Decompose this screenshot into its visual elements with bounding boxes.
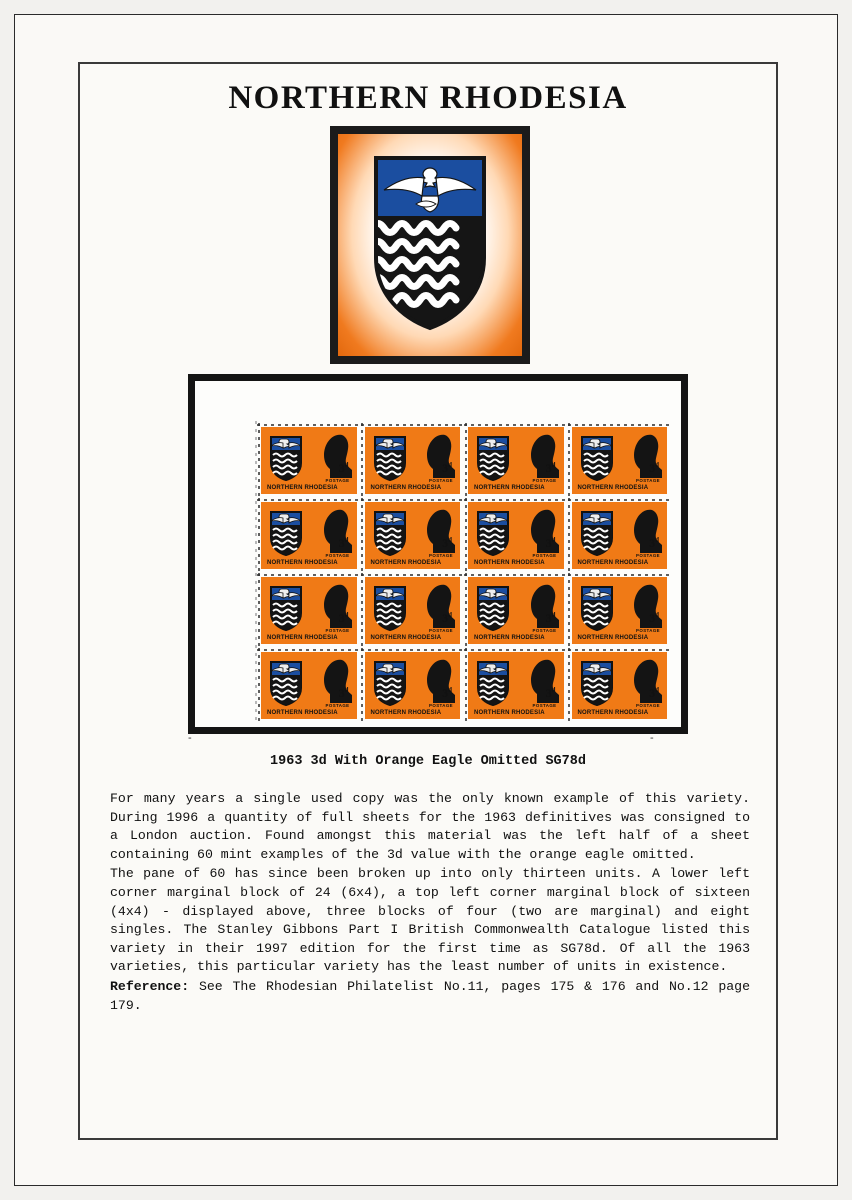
shield-icon — [580, 510, 614, 556]
stamp-country-label: NORTHERN RHODESIA — [267, 710, 338, 716]
reference-line — [110, 978, 750, 1015]
stamp-value: 3$^d$ — [545, 686, 556, 700]
shield-icon — [372, 154, 488, 332]
stamp-country-label: NORTHERN RHODESIA — [370, 560, 442, 566]
stamp-cell — [361, 573, 465, 648]
stamp-country-label: NORTHERN RHODESIA — [370, 710, 442, 716]
shield-icon — [269, 660, 303, 706]
shield-icon — [476, 660, 510, 706]
stamp-value: 3$^d$ — [338, 686, 349, 700]
stamp-cell — [568, 423, 672, 498]
stamp-value: 3$^d$ — [545, 611, 556, 625]
shield-icon — [580, 660, 614, 706]
stamp-value: 3$^d$ — [649, 686, 659, 700]
shield-icon — [269, 510, 303, 556]
stamp-country-label: NORTHERN RHODESIA — [474, 485, 545, 491]
shield-icon — [476, 435, 510, 481]
stamp-value: 3$^d$ — [649, 461, 659, 475]
stamp-value: 3$^d$ — [649, 536, 659, 550]
coat-of-arms-photo — [330, 126, 530, 364]
stamp-postage-label: POSTAGE — [636, 478, 660, 483]
stamp-postage-label: POSTAGE — [532, 628, 557, 633]
stamp-country-label: NORTHERN RHODESIA — [267, 485, 338, 491]
shield-icon — [476, 585, 510, 631]
stamp-country-label: NORTHERN RHODESIA — [474, 560, 545, 566]
stamp-value: 3$^d$ — [338, 536, 349, 550]
stamp-postage-label: POSTAGE — [636, 553, 660, 558]
stamp-block-photo — [188, 374, 688, 734]
stamp-cell — [464, 573, 568, 648]
figure-caption: 1963 3d With Orange Eagle Omitted SG78d — [270, 754, 586, 769]
stamp-postage-label: POSTAGE — [532, 553, 557, 558]
stamp-country-label: NORTHERN RHODESIA — [474, 710, 545, 716]
stamp-postage-label: POSTAGE — [636, 703, 660, 708]
mount-tick-right: - — [650, 732, 654, 744]
stamp-cell — [257, 573, 361, 648]
stamp-cell — [568, 573, 672, 648]
stamp-value: 3$^d$ — [442, 611, 452, 625]
stamp-country-label: NORTHERN RHODESIA — [577, 635, 649, 641]
stamp-cell — [361, 423, 465, 498]
shield-icon — [476, 510, 510, 556]
shield-icon — [373, 435, 407, 481]
page-title: NORTHERN RHODESIA — [228, 80, 628, 116]
shield-icon — [580, 435, 614, 481]
stamp-country-label: NORTHERN RHODESIA — [267, 560, 338, 566]
stamp-value: 3$^d$ — [442, 461, 452, 475]
stamp-value: 3$^d$ — [545, 461, 556, 475]
shield-icon — [373, 585, 407, 631]
stamp-postage-label: POSTAGE — [325, 553, 350, 558]
shield-icon — [373, 660, 407, 706]
mount-tick-left: - — [188, 732, 192, 744]
stamp-postage-label: POSTAGE — [429, 478, 453, 483]
paragraph-2: The pane of 60 has since been broken up into only thirteen units. A lower left corner marginal block of 24 (6x4), a top left corner marginal block of sixteen (4x4) - displayed above, three blocks of four (two are marginal) and eight singles. The Stanley Gibbons Part I British Commonwealth Catalogue listed this variety in their 1997 edition for the first time as SG78d. Of all the 1963 varieties, this particular variety has the least number of units in existence. — [110, 866, 750, 975]
stamp-cell — [361, 648, 465, 723]
stamp-country-label: NORTHERN RHODESIA — [577, 560, 649, 566]
stamp-value: 3$^d$ — [442, 686, 452, 700]
stamp-postage-label: POSTAGE — [636, 628, 660, 633]
stamp-value: 3$^d$ — [442, 536, 452, 550]
album-frame — [78, 62, 778, 1140]
description-text — [110, 790, 750, 1015]
fish-icon — [416, 201, 436, 207]
stamp-postage-label: POSTAGE — [429, 703, 453, 708]
stamp-cell — [257, 498, 361, 573]
shield-icon — [580, 585, 614, 631]
stamp-postage-label: POSTAGE — [429, 553, 453, 558]
stamp-cell — [464, 423, 568, 498]
stamp-postage-label: POSTAGE — [325, 478, 350, 483]
stamp-cell — [257, 423, 361, 498]
stamp-country-label: NORTHERN RHODESIA — [267, 635, 338, 641]
reference-label: Reference: — [110, 978, 190, 994]
shield-icon — [269, 585, 303, 631]
stamp-postage-label: POSTAGE — [325, 703, 350, 708]
stamp-value: 3$^d$ — [338, 461, 349, 475]
stamp-value: 3$^d$ — [545, 536, 556, 550]
stamp-value: 3$^d$ — [649, 611, 659, 625]
coat-of-arms-photo-inner — [338, 134, 522, 356]
stamp-cell — [257, 648, 361, 723]
stamp-block-photo-inner — [195, 381, 681, 727]
stamp-postage-label: POSTAGE — [532, 703, 557, 708]
stamp-country-label: NORTHERN RHODESIA — [474, 635, 545, 641]
reference-text: See The Rhodesian Philatelist No.11, pages 175 & 176 and No.12 page 179. — [110, 978, 750, 1013]
stamp-country-label: NORTHERN RHODESIA — [577, 485, 649, 491]
stamp-postage-label: POSTAGE — [532, 478, 557, 483]
stamp-postage-label: POSTAGE — [429, 628, 453, 633]
stamp-block-grid — [257, 423, 671, 723]
stamp-cell — [568, 648, 672, 723]
stamp-value: 3$^d$ — [338, 611, 349, 625]
stamp-country-label: NORTHERN RHODESIA — [577, 710, 649, 716]
stamp-cell — [568, 498, 672, 573]
stamp-cell — [464, 648, 568, 723]
stamp-cell — [464, 498, 568, 573]
stamp-country-label: NORTHERN RHODESIA — [370, 485, 442, 491]
shield-icon — [269, 435, 303, 481]
shield-icon — [373, 510, 407, 556]
stamp-country-label: NORTHERN RHODESIA — [370, 635, 442, 641]
stamp-cell — [361, 498, 465, 573]
stamp-postage-label: POSTAGE — [325, 628, 350, 633]
paragraph-1: For many years a single used copy was the only known example of this variety. During 1996 a quantity of full sheets for the 1963 definitives was consigned to a London auction. Found amongst this material was the left half of a sheet containing 60 mint examples of the 3d value with the orange eagle omitted. — [110, 791, 750, 862]
